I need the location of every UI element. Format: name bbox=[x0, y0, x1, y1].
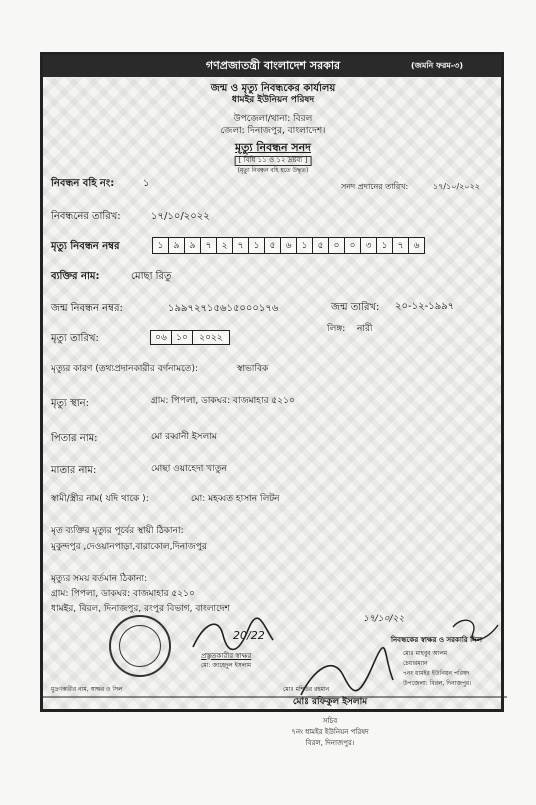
place-value: গ্রাম: পিপলা, ডাকঘর: বাজমাহার ৫২১০ bbox=[151, 396, 295, 406]
book-no-value: ১ bbox=[143, 178, 150, 189]
death-reg-digit: ১ bbox=[376, 237, 393, 254]
preparer-name: মো: জাহেদুল ইসলাম bbox=[201, 662, 252, 669]
district: জেলা: দিনাজপুর, বাংলাদেশ। bbox=[220, 126, 326, 136]
death-reg-digit: ৯ bbox=[184, 237, 201, 254]
birth-reg-label: জন্ম নিবন্ধন নম্বর: bbox=[51, 303, 123, 314]
spouse-value: মো: মহব্বত হাসান লিটন bbox=[191, 494, 280, 504]
perm-address-value: মুকুন্দপুর ,দেওয়ানপাড়া,বারাকোল,দিনাজপুর bbox=[51, 542, 207, 552]
curr-address-label: মৃত্যুর সময় বর্তমান ঠিকানা: bbox=[51, 574, 148, 584]
mother-label: মাতার নাম: bbox=[51, 465, 97, 476]
death-reg-label: মৃত্যু নিবন্ধন নম্বর bbox=[51, 241, 120, 252]
registrar-signature-title: নিবন্ধকের স্বাক্ষর ও সরকারি সিল bbox=[391, 636, 482, 644]
death-date-cell: ২০২২ bbox=[192, 330, 230, 345]
verifier-name: মোঃ মশিউর রহমান bbox=[283, 686, 330, 693]
registrar-line3: ৭নং ধামইর ইউনিয়ন পরিষদ bbox=[403, 670, 470, 677]
curr-address-line1: গ্রাম: পিপলা, ডাকঘর: বাজমাহার ৫২১০ bbox=[51, 589, 195, 599]
form-number: (জমনি ফরম-৩) bbox=[411, 61, 463, 70]
death-reg-digit: ৭ bbox=[232, 237, 249, 254]
handwritten-date: ১৭/১০/২২ bbox=[363, 614, 405, 624]
gender-value: নারী bbox=[357, 324, 373, 334]
issue-date-label: সনদ প্রদানের তারিখ: bbox=[341, 182, 409, 191]
reg-date-value: ১৭/১০/২০২২ bbox=[151, 211, 210, 222]
death-reg-digit: ১ bbox=[152, 237, 169, 254]
gender-label: লিঙ্গ: bbox=[327, 324, 346, 334]
issue-date-value: ১৭/১০/২০২২ bbox=[433, 182, 480, 191]
death-reg-digit: ৬ bbox=[408, 237, 425, 254]
death-reg-digit: ১ bbox=[248, 237, 265, 254]
birth-reg-value: ১৯৯৭২৭১৫৬১৫০০০১৭৬ bbox=[168, 303, 279, 314]
death-reg-digit: ৩ bbox=[360, 237, 377, 254]
reg-date-label: নিবন্ধনের তারিখ: bbox=[51, 211, 121, 222]
rule-reference: [ বিধি ১১ ও ১২ দ্রষ্টব্য ] bbox=[235, 156, 312, 166]
death-reg-digit: ৫ bbox=[264, 237, 281, 254]
extract-note: (মৃত্যু নিবন্ধন বহি হতে উদ্ধৃত) bbox=[237, 167, 309, 174]
death-date-cell: ১০ bbox=[171, 330, 193, 345]
govt-title: গণপ্রজাতন্ত্রী বাংলাদেশ সরকার bbox=[205, 59, 341, 72]
preparer-date-handwritten: 20/22 bbox=[233, 629, 265, 642]
death-reg-digit: ৭ bbox=[392, 237, 409, 254]
death-reg-digit: ১ bbox=[296, 237, 313, 254]
place-label: মৃত্যু স্থান: bbox=[51, 398, 89, 409]
death-reg-digit: ৫ bbox=[312, 237, 329, 254]
death-date-label: মৃত্যু তারিখ: bbox=[51, 333, 99, 344]
certificate-title: মৃত্যু নিবন্ধন সনদ bbox=[235, 141, 311, 154]
death-date-cell: ০৬ bbox=[150, 330, 172, 345]
death-certificate bbox=[40, 52, 504, 712]
dob-label: জন্ম তারিখ: bbox=[331, 302, 380, 313]
death-reg-digit: ০ bbox=[344, 237, 361, 254]
signature-scribbles bbox=[43, 55, 507, 715]
footer-stamp-title: সচিব bbox=[322, 717, 338, 725]
cause-value: স্বাভাবিক bbox=[237, 364, 269, 374]
verifier-title: মুদ্রণকারীর নাম, স্বাক্ষর ও সিল bbox=[51, 686, 123, 693]
office-name: জন্ম ও মৃত্যু নিবন্ধকের কার্যালয় bbox=[210, 83, 336, 94]
book-no-label: নিবন্ধন বহি নং: bbox=[51, 178, 115, 189]
father-label: পিতার নাম: bbox=[51, 433, 98, 444]
round-seal bbox=[109, 615, 171, 677]
union-name: ধামইর ইউনিয়ন পরিষদ bbox=[231, 95, 315, 105]
registrar-line1: মোঃ মাহবুব আলম bbox=[403, 650, 448, 657]
person-name-value: মোছা রিতু bbox=[131, 271, 172, 282]
death-reg-digit: ২ bbox=[216, 237, 233, 254]
footer-stamp-name: মোঃ রফিকুল ইসলাম bbox=[292, 697, 368, 707]
mother-value: মোছা ওয়াহেদা খাতুন bbox=[151, 464, 227, 474]
footer-stamp-union: ৭নং ধামইর ইউনিয়ন পরিষদ bbox=[291, 728, 369, 736]
upazila: উপজেলা/থানা: বিরল bbox=[233, 114, 313, 124]
perm-address-label: মৃত ব্যক্তির মৃত্যুর পূর্বের স্থায়ী ঠিকানা: bbox=[51, 526, 184, 536]
preparer-signature-title: প্রস্তুতকারীর স্বাক্ষর bbox=[201, 652, 252, 660]
dob-value: ২০-১২-১৯৯৭ bbox=[395, 301, 455, 312]
death-reg-digit: ৭ bbox=[200, 237, 217, 254]
footer-stamp-place: বিরল, দিনাজপুর। bbox=[305, 739, 355, 747]
spouse-label: স্বামী/স্ত্রীর নাম( যদি থাকে ): bbox=[51, 494, 149, 504]
registrar-line4: উপজেলা: বিরল, দিনাজপুর। bbox=[403, 680, 472, 687]
death-reg-digit: ৬ bbox=[280, 237, 297, 254]
father-value: মো রব্বানী ইসলাম bbox=[151, 432, 217, 442]
curr-address-line2: ধামইর, বিরল, দিনাজপুর, রংপুর বিভাগ, বাংলাদেশ bbox=[51, 604, 230, 614]
round-seal-inner bbox=[119, 625, 161, 667]
person-name-label: ব্যক্তির নাম: bbox=[51, 271, 100, 282]
death-reg-digit: ০ bbox=[328, 237, 345, 254]
registrar-line2: চেয়ারম্যান bbox=[403, 660, 428, 667]
death-reg-digit: ৯ bbox=[168, 237, 185, 254]
cause-label: মৃত্যুর কারণ (তথ্যপ্রদানকারীর বর্ণনামতে): bbox=[51, 364, 199, 374]
